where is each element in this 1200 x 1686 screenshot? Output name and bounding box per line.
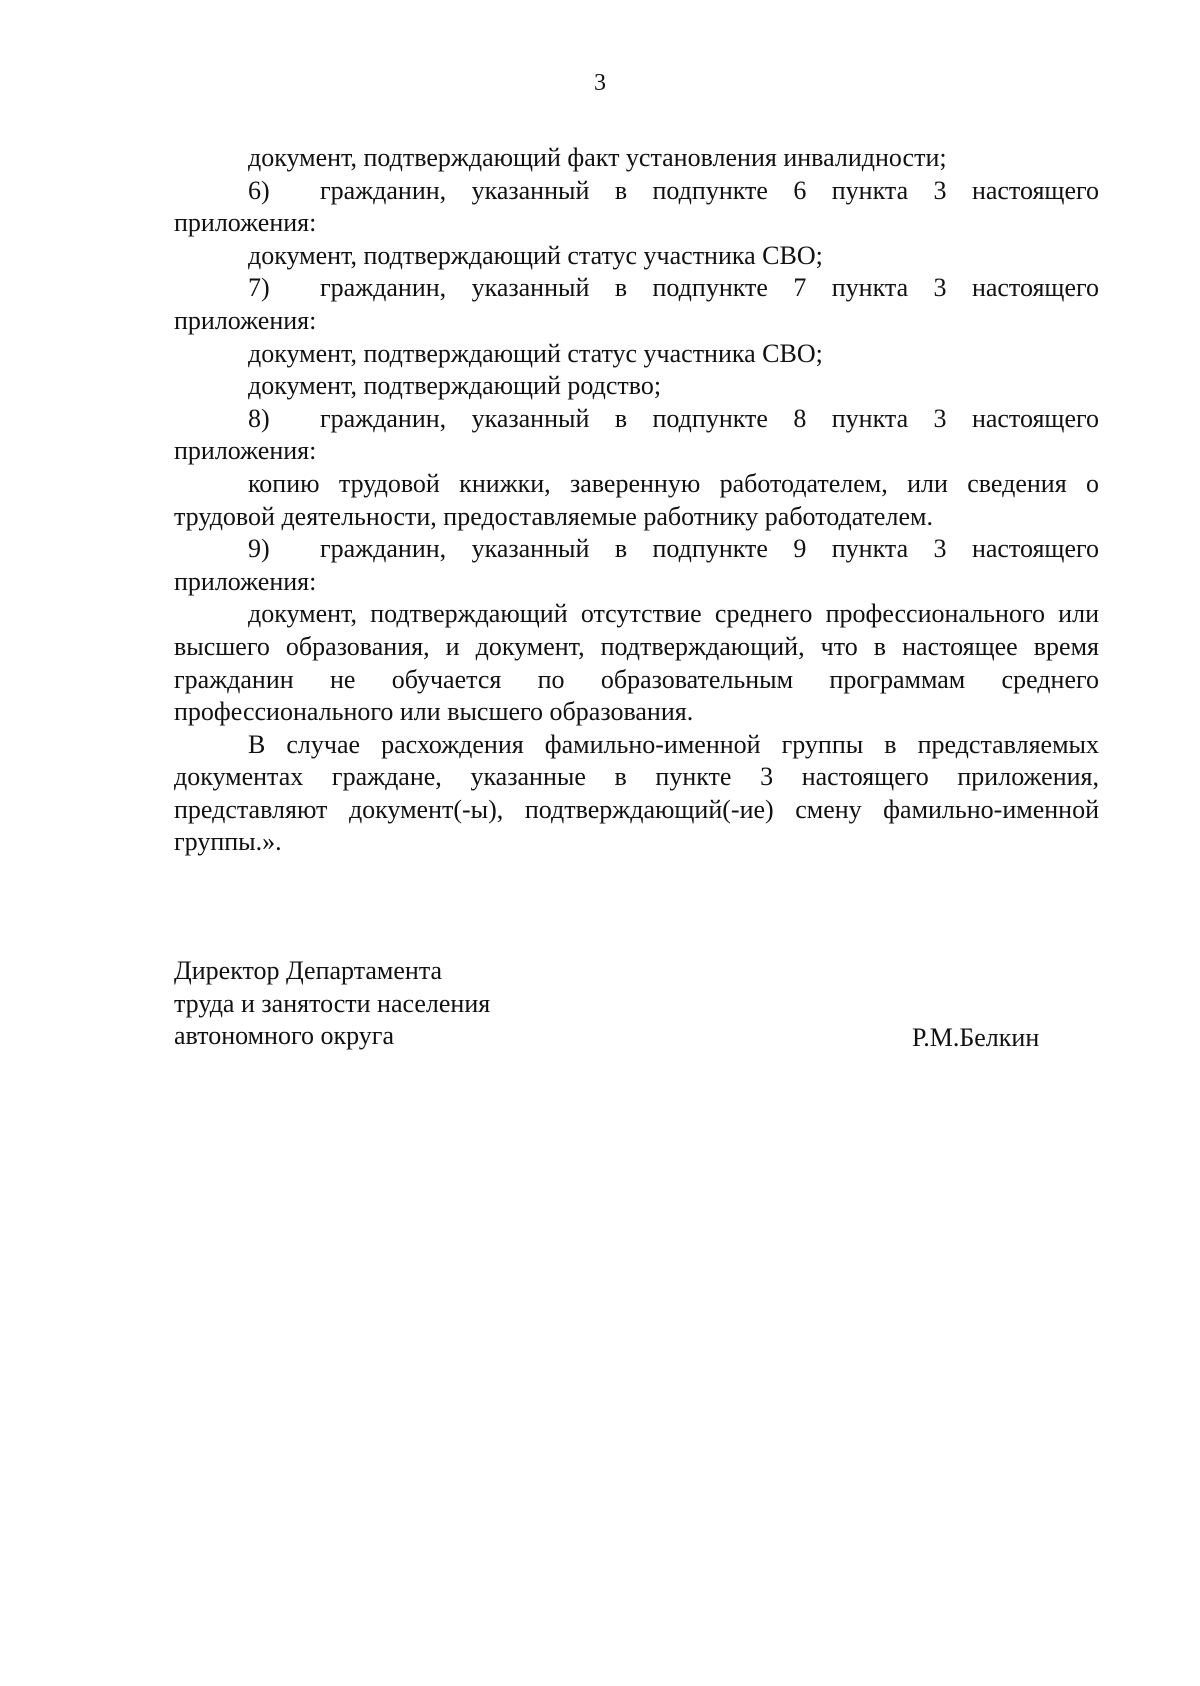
list-item-9: [174, 533, 1099, 598]
signatory-position-line: автономного округа: [174, 1021, 394, 1051]
signatory-position-line: труда и занятости населения: [174, 988, 491, 1018]
paragraph-education-documents: документ, подтверждающий отсутствие среднего профессионального или высшего образования, и документ, подтверждающий, что в настоящее время гражданин не обучается по образовательным программам среднего профессионального или высшего образования.: [174, 599, 1099, 727]
paragraph-name-change: В случае расхождения фамильно-именной группы в представляемых документах граждане, указанные в пункте 3 настоящего приложения, представляют документ(-ы), подтверждающий(-ие) смену фамильно-именной группы.».: [174, 729, 1099, 857]
signatory-name: Р.М.Белкин: [912, 1023, 1040, 1052]
list-item-text: гражданин, указанный в подпункте 6 пункта 3 настоящего приложения:: [174, 175, 1099, 238]
list-item-number: 8): [248, 403, 270, 433]
list-item-number: 6): [248, 175, 270, 205]
list-item-text: гражданин, указанный в подпункте 8 пункта 3 настоящего приложения:: [174, 403, 1099, 466]
page-number: 3: [594, 70, 606, 96]
paragraph-employment-record: копию трудовой книжки, заверенную работодателем, или сведения о трудовой деятельности, предоставляемые работнику работодателем.: [174, 468, 1099, 531]
list-item-6: [174, 175, 1099, 240]
body-text: [174, 142, 1099, 859]
paragraph-kinship-document: документ, подтверждающий родство;: [248, 371, 662, 401]
signatory-position: [174, 955, 594, 1053]
list-item-text: гражданин, указанный в подпункте 9 пункта 3 настоящего приложения:: [174, 534, 1099, 596]
paragraph-disability-document: документ, подтверждающий факт установления инвалидности;: [248, 143, 947, 172]
signatory-position-line: Директор Департамента: [174, 956, 443, 985]
paragraph-svo-status-document: документ, подтверждающий статус участника СВО;: [248, 240, 823, 270]
list-item-text: гражданин, указанный в подпункте 7 пункта 3 настоящего приложения:: [174, 273, 1099, 335]
list-item-8: [174, 403, 1099, 468]
list-item-number: 7): [248, 273, 270, 303]
paragraph-svo-status-document-2: документ, подтверждающий статус участника СВО;: [248, 338, 823, 368]
list-item-number: 9): [248, 534, 270, 564]
list-item-7: [174, 272, 1099, 337]
seal-area-omitted: [585, 900, 840, 1155]
